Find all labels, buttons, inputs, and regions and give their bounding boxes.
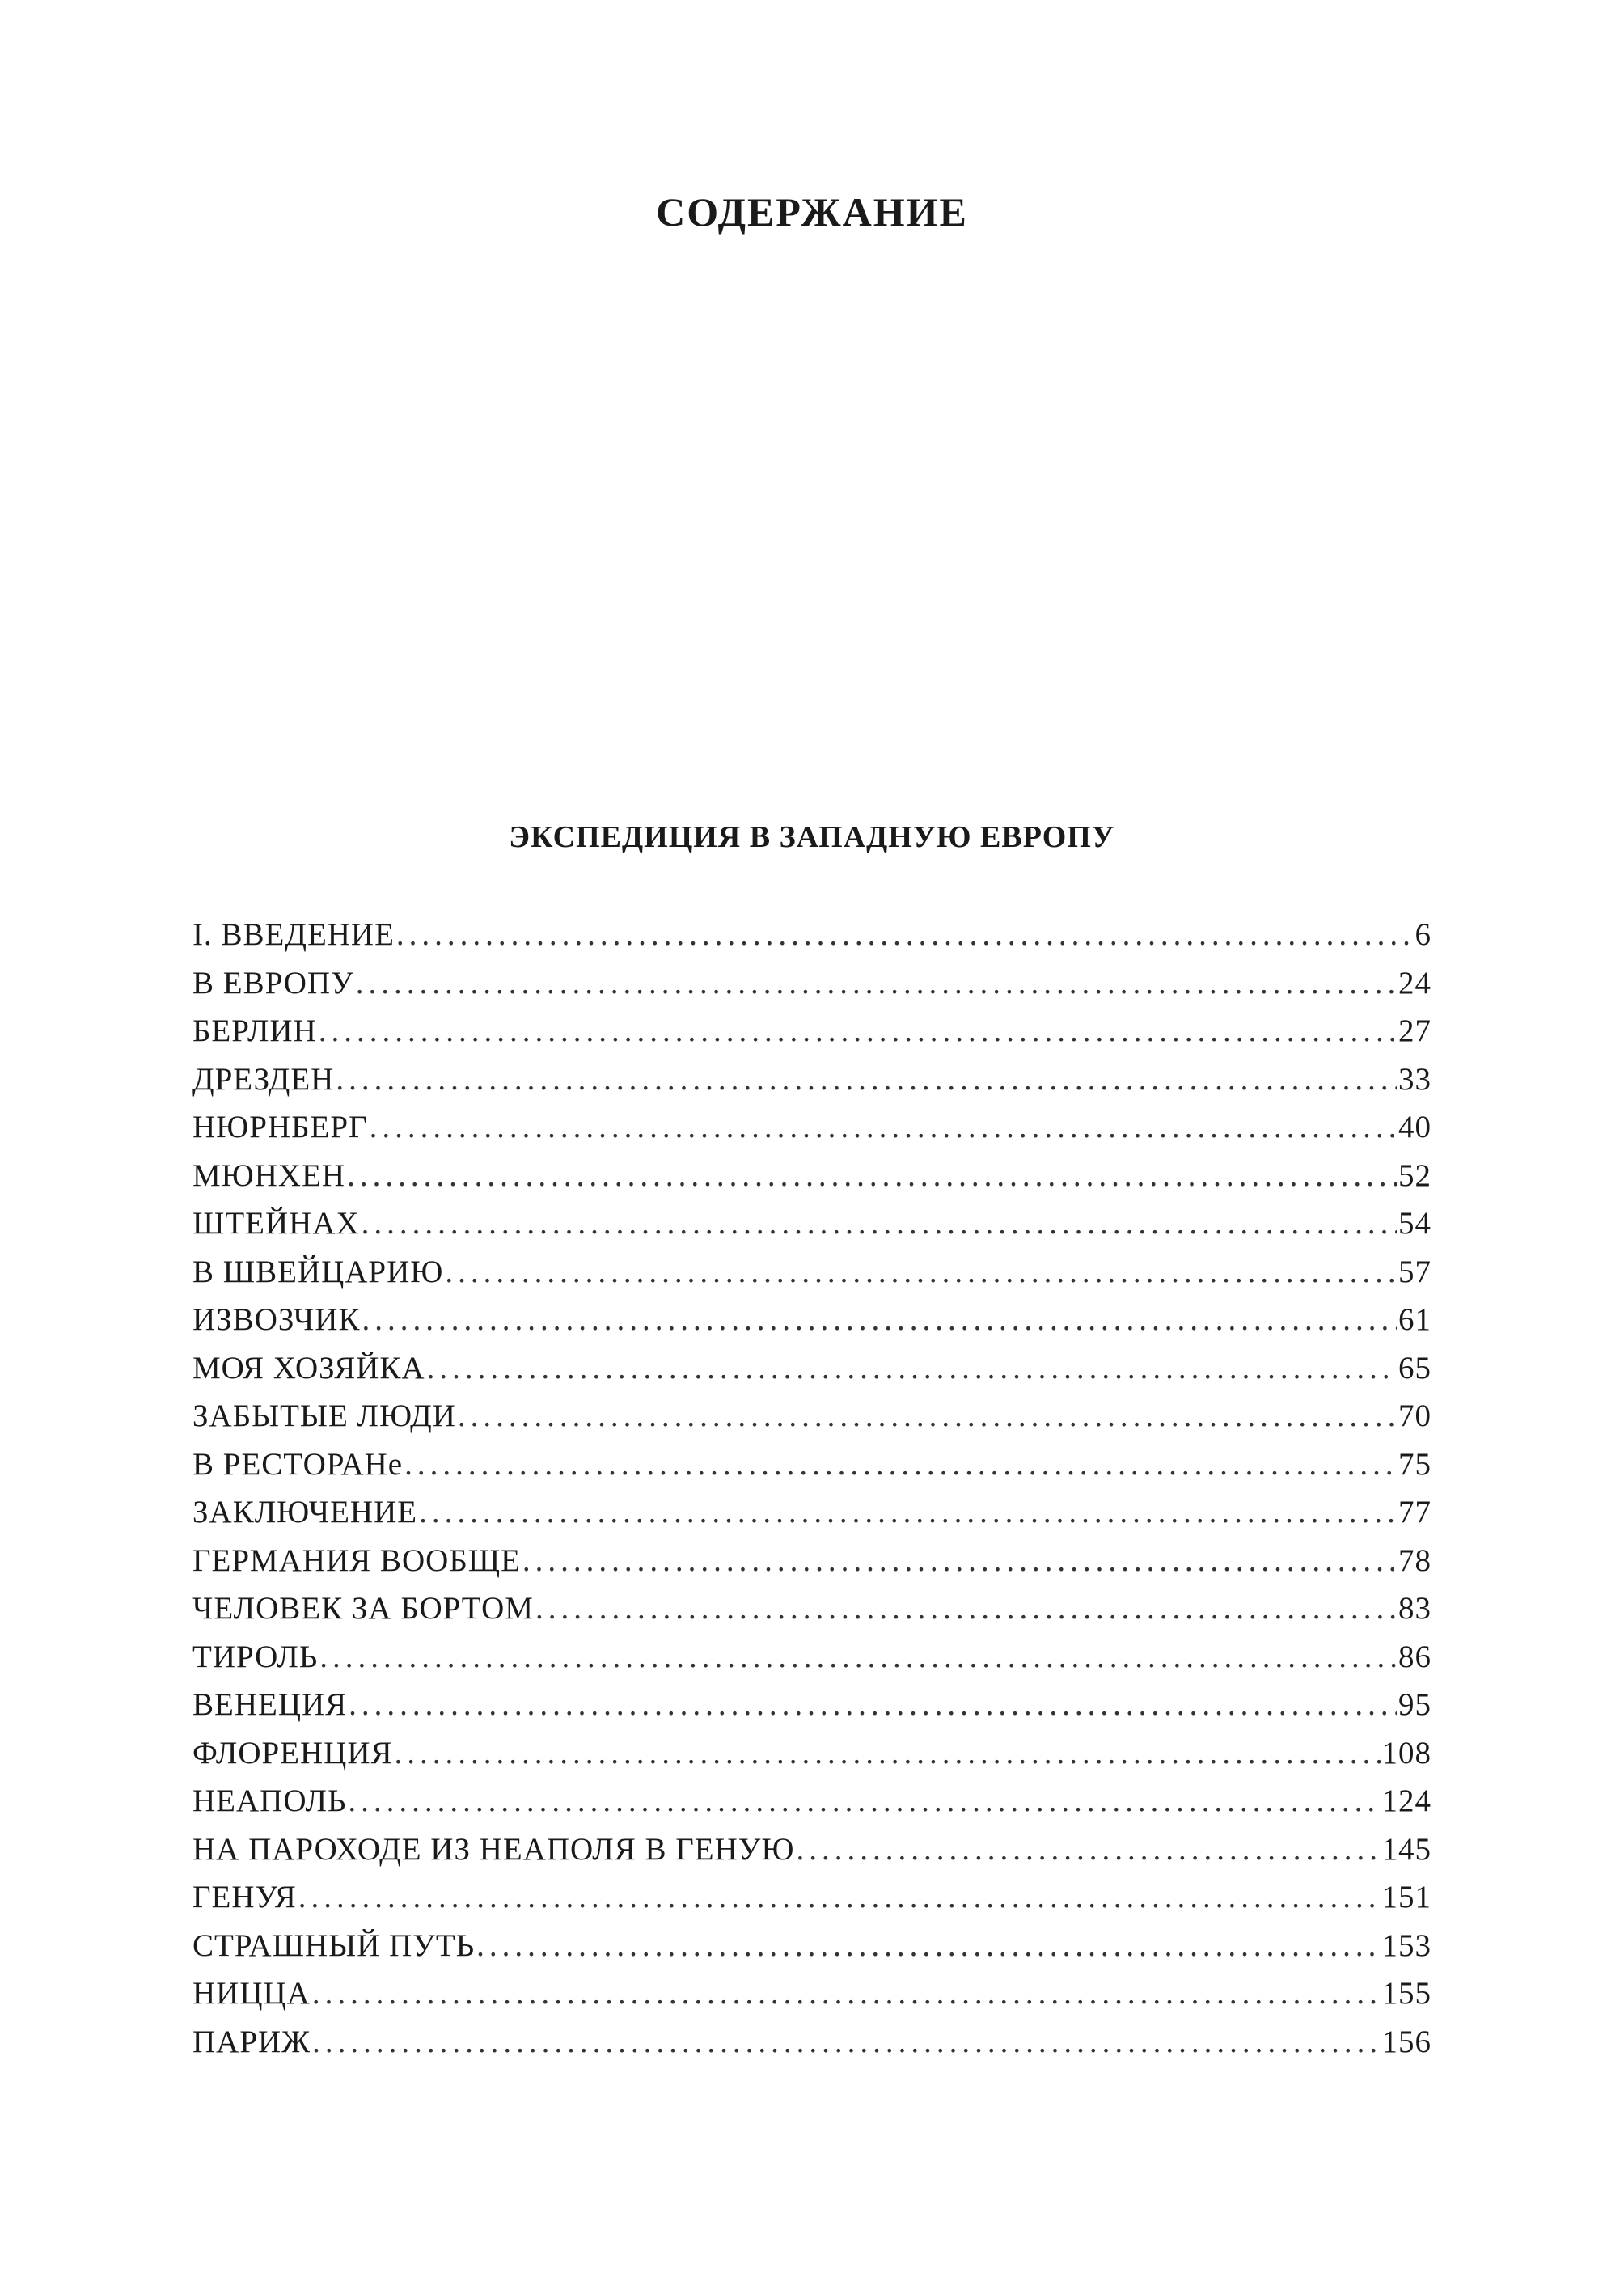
dot-leader <box>535 1584 1397 1633</box>
toc-entry-naples[interactable] <box>192 1777 1432 1826</box>
dot-leader <box>445 1248 1397 1297</box>
dot-leader <box>796 1826 1380 1874</box>
toc-entry-label: ГЕНУЯ <box>192 1880 297 1914</box>
toc-entry-page: 54 <box>1398 1206 1432 1241</box>
section-title: ЭКСПЕДИЦИЯ В ЗАПАДНУЮ ЕВРОПУ <box>509 820 1115 854</box>
toc-entry-label: I. ВВЕДЕНИЕ <box>192 917 395 952</box>
toc-entry-label: В ШВЕЙЦАРИЮ <box>192 1254 444 1289</box>
toc-entry-berlin[interactable] <box>192 1007 1432 1056</box>
toc-entry-page: 95 <box>1398 1687 1432 1722</box>
toc-entry-label: ИЗВОЗЧИК <box>192 1302 361 1337</box>
dot-leader <box>336 1056 1397 1104</box>
toc-entry-label: ЗАБЫТЫЕ ЛЮДИ <box>192 1398 456 1433</box>
dot-leader <box>522 1537 1397 1585</box>
toc-entry-paris[interactable] <box>192 2018 1432 2067</box>
dot-leader <box>319 1633 1397 1682</box>
toc-entry-florence[interactable] <box>192 1729 1432 1778</box>
toc-entry-page: 27 <box>1398 1013 1432 1048</box>
dot-leader <box>298 1873 1381 1922</box>
toc-entry-germany-in-general[interactable] <box>192 1537 1432 1585</box>
toc-entry-page: 61 <box>1398 1302 1432 1337</box>
toc-entry-label: ДРЕЗДЕН <box>192 1061 335 1097</box>
toc-entry-label: МЮНХЕН <box>192 1157 346 1193</box>
dot-leader <box>362 1199 1397 1248</box>
toc-entry-page: 52 <box>1398 1157 1432 1193</box>
dot-leader <box>347 1152 1397 1200</box>
toc-entry-page: 145 <box>1381 1831 1432 1867</box>
toc-entry-page: 77 <box>1398 1495 1432 1529</box>
toc-entry-label: ШТЕЙНАХ <box>192 1206 360 1241</box>
toc-entry-in-restaurant[interactable] <box>192 1441 1432 1489</box>
toc-entry-munich[interactable] <box>192 1152 1432 1200</box>
toc-entry-page: 124 <box>1381 1783 1432 1818</box>
toc-entry-page: 78 <box>1398 1542 1432 1578</box>
toc-entry-page: 65 <box>1398 1350 1432 1386</box>
toc-entry-label: ЧЕЛОВЕК ЗА БОРТОМ <box>192 1591 534 1626</box>
toc-entry-label: ПАРИЖ <box>192 2024 311 2059</box>
toc-entry-to-europe[interactable] <box>192 959 1432 1008</box>
dot-leader <box>370 1103 1397 1152</box>
toc-entry-label: НИЦЦА <box>192 1976 311 2011</box>
toc-entry-venice[interactable] <box>192 1681 1432 1729</box>
toc-entry-page: 40 <box>1398 1110 1432 1144</box>
toc-entry-steamer-naples-genoa[interactable] <box>192 1826 1432 1874</box>
toc-entry-to-switzerland[interactable] <box>192 1248 1432 1297</box>
toc-entry-label: ТИРОЛЬ <box>192 1639 319 1674</box>
toc-entry-page: 153 <box>1381 1927 1432 1963</box>
toc-entry-steinach[interactable] <box>192 1199 1432 1248</box>
toc-entry-man-overboard[interactable] <box>192 1584 1432 1633</box>
toc-entry-page: 108 <box>1381 1735 1432 1771</box>
page-title: СОДЕРЖАНИЕ <box>656 189 968 235</box>
dot-leader <box>312 1969 1381 2018</box>
dot-leader <box>427 1344 1397 1393</box>
dot-leader <box>312 2018 1380 2067</box>
toc-entry-genoa[interactable] <box>192 1873 1432 1922</box>
toc-entry-page: 70 <box>1398 1398 1432 1433</box>
dot-leader <box>419 1488 1397 1537</box>
toc-entry-my-landlady[interactable] <box>192 1344 1432 1393</box>
toc-entry-label: В ЕВРОПУ <box>192 965 354 1001</box>
toc-entry-terrible-journey[interactable] <box>192 1922 1432 1970</box>
dot-leader <box>458 1392 1397 1441</box>
dot-leader <box>396 911 1414 959</box>
toc-entry-label: ГЕРМАНИЯ ВООБЩЕ <box>192 1542 521 1578</box>
toc-entry-label: НЕАПОЛЬ <box>192 1783 347 1818</box>
toc-entry-page: 24 <box>1398 965 1432 1001</box>
toc-entry-page: 6 <box>1415 917 1432 952</box>
dot-leader <box>348 1777 1380 1826</box>
toc-entry-label: НА ПАРОХОДЕ ИЗ НЕАПОЛЯ В ГЕНУЮ <box>192 1831 795 1867</box>
toc-entry-nice[interactable] <box>192 1969 1432 2018</box>
toc-entry-tyrol[interactable] <box>192 1633 1432 1682</box>
dot-leader <box>356 959 1397 1008</box>
toc-entry-page: 155 <box>1381 1976 1432 2011</box>
toc-entry-label: БЕРЛИН <box>192 1013 317 1048</box>
toc-entry-nuremberg[interactable] <box>192 1103 1432 1152</box>
dot-leader <box>395 1729 1381 1778</box>
toc-entry-coachman[interactable] <box>192 1296 1432 1344</box>
toc-entry-label: ВЕНЕЦИЯ <box>192 1687 348 1722</box>
toc-entry-page: 83 <box>1398 1591 1432 1626</box>
dot-leader <box>349 1681 1397 1729</box>
toc-entry-label: ЗАКЛЮЧЕНИЕ <box>192 1495 418 1529</box>
toc-entry-label: В РЕСТОРАНе <box>192 1446 404 1482</box>
dot-leader <box>362 1296 1397 1344</box>
dot-leader <box>476 1922 1380 1970</box>
toc-entry-page: 156 <box>1381 2024 1432 2059</box>
toc-entry-forgotten-people[interactable] <box>192 1392 1432 1441</box>
toc-entry-page: 86 <box>1398 1639 1432 1674</box>
toc-entry-dresden[interactable] <box>192 1056 1432 1104</box>
toc-entry-page: 75 <box>1398 1446 1432 1482</box>
toc-entry-introduction[interactable] <box>192 911 1432 959</box>
toc-entry-page: 151 <box>1381 1880 1432 1914</box>
toc-entry-page: 33 <box>1398 1061 1432 1097</box>
toc-entry-label: НЮРНБЕРГ <box>192 1110 368 1144</box>
toc-entry-page: 57 <box>1398 1254 1432 1289</box>
toc-entry-label: СТРАШНЫЙ ПУТЬ <box>192 1927 476 1963</box>
dot-leader <box>404 1441 1397 1489</box>
toc-entry-conclusion[interactable] <box>192 1488 1432 1537</box>
table-of-contents <box>192 911 1432 2066</box>
toc-entry-label: ФЛОРЕНЦИЯ <box>192 1735 393 1771</box>
dot-leader <box>319 1007 1397 1056</box>
toc-entry-label: МОЯ ХОЗЯЙКА <box>192 1350 425 1386</box>
